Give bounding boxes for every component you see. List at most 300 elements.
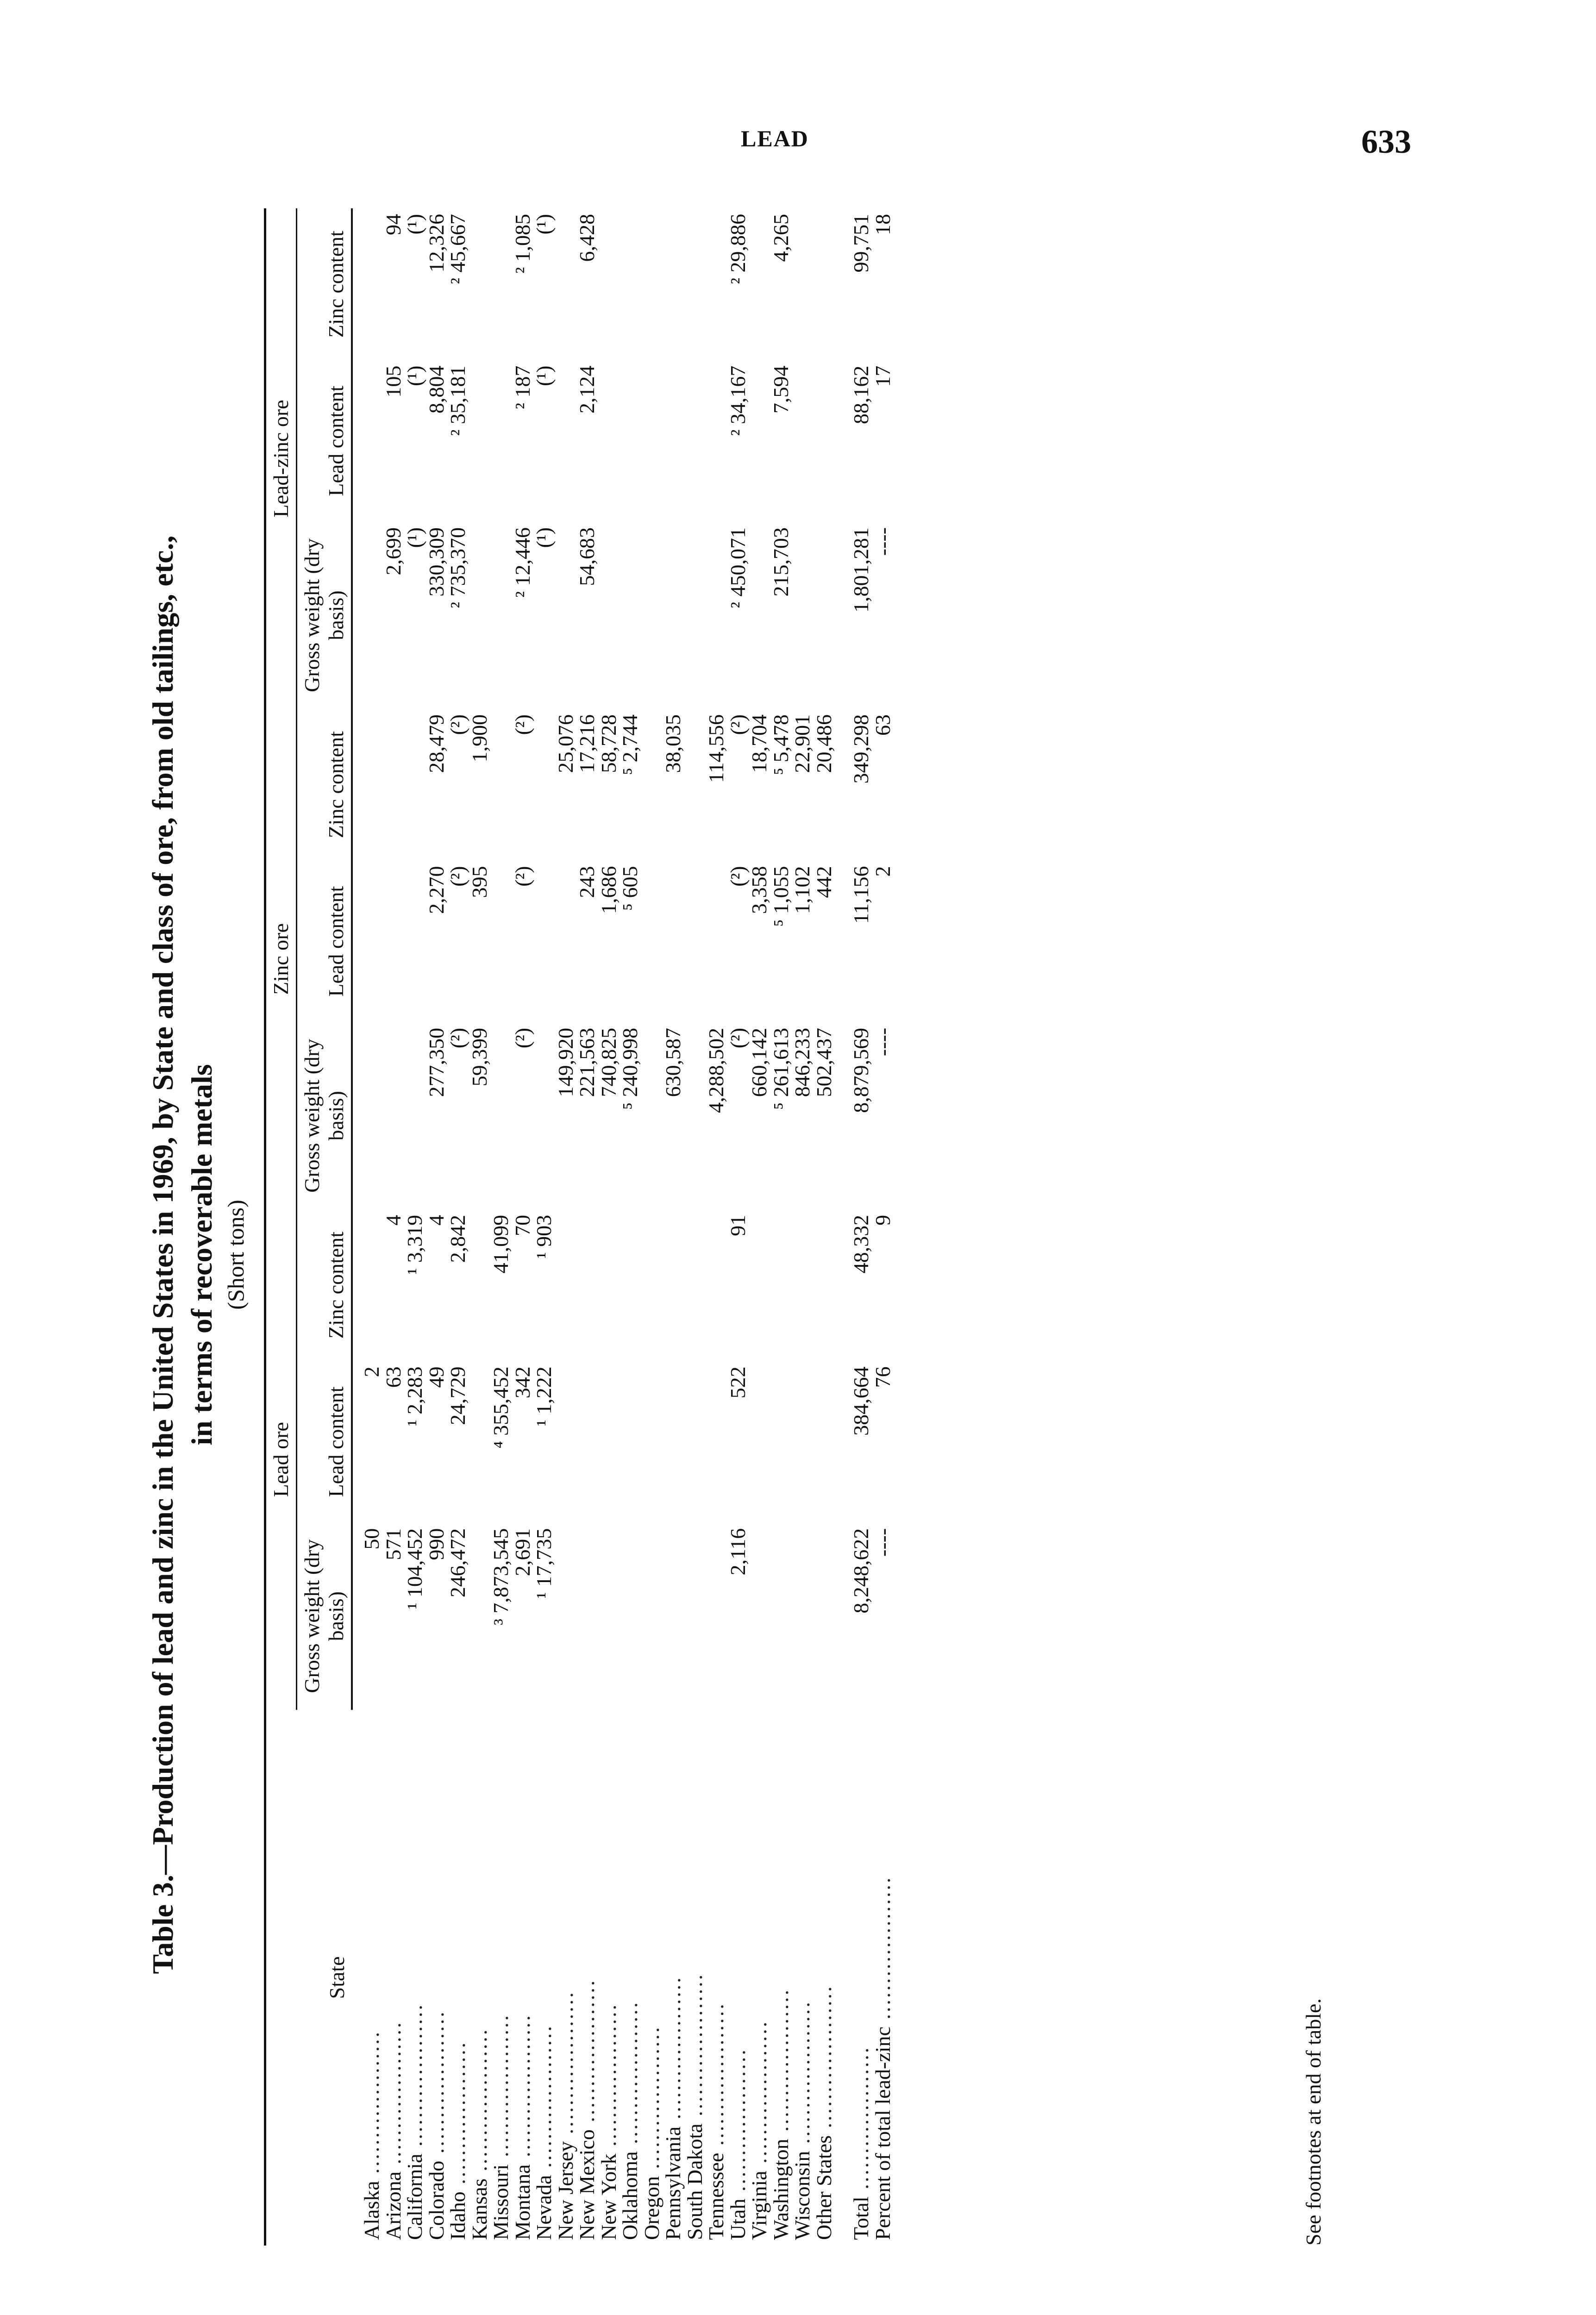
leader-dots: ....................	[682, 1972, 707, 2124]
value-cell: ----	[870, 1027, 895, 1057]
value-cell: ² 735,370	[446, 527, 469, 608]
state-label: Arizona	[381, 2171, 405, 2240]
value-cell	[555, 1361, 577, 1522]
value-cell	[684, 1022, 706, 1209]
value-cell	[490, 522, 512, 709]
value-cell: 6,428	[575, 214, 599, 262]
value-cell: 342	[510, 1366, 534, 1399]
value-cell: 17,216	[575, 714, 599, 773]
value-cell: ⁵ 1,055	[769, 866, 793, 927]
value-cell: 22,901	[790, 714, 814, 773]
state-name	[598, 1710, 620, 2246]
value-cell: 630,587	[661, 1027, 685, 1097]
value-cell: 58,728	[596, 714, 620, 773]
state-label: Colorado	[424, 2160, 448, 2240]
value-cell: 395	[467, 866, 491, 898]
value-cell	[684, 360, 706, 522]
value-cell	[469, 1361, 491, 1522]
value-cell: 63	[381, 1366, 405, 1388]
value-cell	[641, 360, 663, 522]
production-table	[264, 208, 894, 2246]
value-cell: 28,479	[424, 714, 448, 773]
value-cell: ¹ 104,452	[403, 1528, 426, 1609]
value-cell	[404, 860, 426, 1022]
state-label: South Dakota	[682, 2123, 707, 2240]
value-cell: 277,350	[424, 1027, 448, 1097]
value-cell: (²)	[446, 1027, 469, 1049]
value-cell	[770, 1361, 792, 1522]
table-row	[426, 208, 448, 2246]
value-cell: (²)	[446, 866, 469, 887]
value-cell	[684, 522, 706, 709]
value-cell	[749, 1361, 770, 1522]
value-cell: 1,686	[596, 866, 620, 914]
leader-dots: ....................	[769, 1988, 793, 2139]
value-cell: ¹ 2,283	[403, 1366, 426, 1427]
value-cell	[555, 860, 577, 1022]
value-cell	[706, 208, 727, 360]
value-cell: 3,358	[747, 866, 771, 914]
table-row	[576, 208, 598, 2246]
value-cell	[792, 360, 814, 522]
value-cell: 990	[424, 1528, 448, 1560]
value-cell: ----	[870, 527, 895, 556]
state-name	[684, 1710, 706, 2246]
leader-dots: ....................	[639, 2025, 663, 2177]
rotated-table-block	[125, 214, 1375, 2273]
value-cell: 11,156	[849, 866, 873, 924]
value-cell	[490, 208, 512, 360]
value-cell	[361, 1209, 383, 1361]
value-cell	[598, 208, 620, 360]
state-name	[383, 1710, 405, 2246]
value-cell: 88,162	[849, 365, 873, 425]
value-cell	[814, 208, 835, 360]
state-label: Wisconsin	[790, 2151, 814, 2240]
value-cell	[361, 1022, 383, 1209]
table-row	[447, 208, 469, 2246]
table-row	[361, 208, 383, 2246]
state-label: Nevada	[532, 2175, 556, 2240]
value-cell	[663, 1209, 684, 1361]
value-cell	[555, 208, 577, 360]
state-name	[749, 1710, 770, 2246]
leader-dots: ....................	[575, 1978, 599, 2130]
value-cell	[684, 1523, 706, 1710]
value-cell: (²)	[510, 714, 534, 735]
value-cell: 4,265	[769, 214, 793, 262]
value-cell: 4,288,502	[704, 1027, 728, 1113]
value-cell	[706, 860, 727, 1022]
value-cell: (¹)	[532, 527, 556, 548]
value-cell	[749, 208, 770, 360]
value-cell: 59,399	[467, 1027, 491, 1087]
value-cell: 41,099	[489, 1214, 513, 1274]
table-row	[490, 208, 512, 2246]
leader-dots: ....................	[446, 2040, 469, 2192]
title-line-2: in terms of recoverable metals	[185, 1064, 218, 1445]
value-cell: 522	[726, 1366, 750, 1399]
value-cell: 9	[870, 1214, 895, 1226]
value-cell	[641, 1022, 663, 1209]
value-cell	[684, 709, 706, 861]
value-cell	[620, 1523, 641, 1710]
value-cell: ⁵ 5,478	[769, 714, 793, 775]
table-row	[533, 208, 555, 2246]
total-row	[872, 208, 894, 2246]
value-cell: ⁵ 605	[618, 866, 642, 911]
spacer-row	[352, 208, 361, 2246]
value-cell	[620, 208, 641, 360]
state-name	[835, 1710, 872, 2246]
state-name	[447, 1710, 469, 2246]
running-header: LEAD	[741, 125, 809, 151]
leader-dots: ....................	[381, 2021, 405, 2171]
value-cell	[684, 1209, 706, 1361]
value-cell: 2,116	[726, 1528, 750, 1576]
value-cell	[814, 1361, 835, 1522]
table-row	[620, 208, 641, 2246]
value-cell: ¹ 17,735	[532, 1528, 556, 1599]
value-cell: ----	[870, 1528, 895, 1557]
state-label: Montana	[510, 2164, 534, 2240]
value-cell: ³ 7,873,545	[489, 1528, 513, 1626]
table-row	[512, 208, 534, 2246]
column-header: Gross weight (dry basis)	[297, 522, 352, 709]
state-name	[469, 1710, 491, 2246]
value-cell	[490, 360, 512, 522]
value-cell	[706, 522, 727, 709]
value-cell	[533, 860, 555, 1022]
value-cell: 18,704	[747, 714, 771, 773]
table-row	[663, 208, 684, 2246]
value-cell: ¹ 3,319	[403, 1214, 426, 1275]
value-cell	[598, 360, 620, 522]
leader-dots: ....................	[661, 1976, 685, 2127]
state-label: Utah	[726, 2198, 750, 2240]
value-cell	[576, 1209, 598, 1361]
state-label: Pennsylvania	[661, 2126, 685, 2240]
value-cell: ⁵ 2,744	[618, 714, 642, 775]
table-row	[684, 208, 706, 2246]
state-label: Oklahoma	[618, 2151, 642, 2240]
leader-dots: ....................	[403, 2003, 426, 2154]
value-cell	[792, 522, 814, 709]
value-cell	[792, 208, 814, 360]
leader-dots: ....................	[726, 2048, 750, 2199]
value-cell: 149,920	[553, 1027, 577, 1097]
leader-dots: ....................	[467, 2027, 491, 2179]
value-cell	[361, 860, 383, 1022]
leader-dots: ....................	[532, 2024, 556, 2175]
value-cell: (¹)	[403, 365, 426, 387]
value-cell	[361, 709, 383, 861]
value-cell: 740,825	[596, 1027, 620, 1097]
state-label: New York	[596, 2153, 620, 2240]
value-cell: ⁴ 355,452	[489, 1366, 513, 1449]
value-cell	[663, 1523, 684, 1710]
state-name	[727, 1710, 749, 2246]
value-cell: 1,900	[467, 714, 491, 763]
table-row	[383, 208, 405, 2246]
value-cell: ² 12,446	[510, 527, 534, 598]
value-cell: 17	[870, 365, 895, 387]
value-cell: 54,683	[575, 527, 599, 586]
value-cell	[490, 860, 512, 1022]
value-cell: 91	[726, 1214, 750, 1236]
state-label: Missouri	[489, 2164, 513, 2240]
value-cell	[706, 1361, 727, 1522]
value-cell	[684, 1361, 706, 1522]
value-cell	[469, 522, 491, 709]
leader-dots: ....................	[790, 2000, 814, 2151]
value-cell	[555, 1209, 577, 1361]
state-name	[404, 1710, 426, 2246]
value-cell: (¹)	[403, 527, 426, 548]
state-column-header: State	[265, 1710, 352, 2246]
value-cell: 94	[381, 214, 405, 235]
value-cell	[469, 1209, 491, 1361]
value-cell	[770, 1209, 792, 1361]
value-cell	[598, 1523, 620, 1710]
value-cell	[684, 860, 706, 1022]
table-row	[814, 208, 835, 2246]
value-cell	[663, 522, 684, 709]
value-cell	[620, 360, 641, 522]
value-cell	[706, 1523, 727, 1710]
leader-dots: ....................	[510, 2013, 534, 2165]
value-cell: 2,691	[510, 1528, 534, 1577]
value-cell	[641, 1361, 663, 1522]
value-cell	[620, 1209, 641, 1361]
column-header: Lead content	[297, 1361, 352, 1522]
value-cell: ² 450,071	[726, 527, 750, 608]
state-name	[555, 1710, 577, 2246]
value-cell: (²)	[726, 866, 750, 887]
value-cell	[641, 208, 663, 360]
value-cell: 38,035	[661, 714, 685, 773]
table-row	[598, 208, 620, 2246]
value-cell: ¹ 903	[532, 1214, 556, 1259]
value-cell	[383, 709, 405, 861]
value-cell	[663, 1361, 684, 1522]
value-cell	[383, 1022, 405, 1209]
table-row	[727, 208, 749, 2246]
leader-dots: ....................	[424, 2010, 448, 2161]
table-row	[706, 208, 727, 2246]
table-row	[469, 208, 491, 2246]
value-cell: 7,594	[769, 365, 793, 414]
state-name	[663, 1710, 684, 2246]
state-label: Total	[849, 2196, 873, 2240]
value-cell: ² 34,167	[726, 365, 750, 436]
state-label: Tennessee	[704, 2152, 728, 2240]
value-cell: 660,142	[747, 1027, 771, 1097]
group-lead-ore: Lead ore	[265, 1209, 297, 1710]
state-label: Kansas	[467, 2178, 491, 2240]
state-name	[361, 1710, 383, 2246]
value-cell	[598, 522, 620, 709]
leader-dots: ....................	[553, 1990, 577, 2141]
value-cell	[641, 860, 663, 1022]
value-cell: 2,699	[381, 527, 405, 576]
value-cell	[469, 1523, 491, 1710]
value-cell	[533, 1022, 555, 1209]
value-cell	[490, 1022, 512, 1209]
table-row	[792, 208, 814, 2246]
footnote: See footnotes at end of table.	[1302, 1998, 1325, 2246]
value-cell: 243	[575, 866, 599, 898]
value-cell: 4	[424, 1214, 448, 1226]
value-cell: 8,248,622	[849, 1528, 873, 1614]
value-cell	[361, 208, 383, 360]
value-cell: 349,298	[849, 714, 873, 784]
value-cell	[814, 1209, 835, 1361]
state-name	[706, 1710, 727, 2246]
value-cell	[361, 360, 383, 522]
state-name	[426, 1710, 448, 2246]
value-cell	[792, 1361, 814, 1522]
value-cell: (¹)	[532, 214, 556, 235]
value-cell: 2,124	[575, 365, 599, 414]
value-cell: 49	[424, 1366, 448, 1388]
value-cell: 76	[870, 1366, 895, 1388]
value-cell	[555, 1523, 577, 1710]
value-cell: 8,804	[424, 365, 448, 414]
column-header: Gross weight (dry basis)	[297, 1022, 352, 1209]
value-cell	[684, 208, 706, 360]
value-cell: 2,270	[424, 866, 448, 914]
state-name	[533, 1710, 555, 2246]
value-cell	[814, 360, 835, 522]
value-cell: 50	[360, 1528, 383, 1550]
value-cell: 24,729	[446, 1366, 469, 1425]
state-label: Alaska	[360, 2181, 383, 2240]
table-row	[404, 208, 426, 2246]
value-cell: (²)	[446, 714, 469, 735]
table-title	[144, 236, 221, 2273]
value-cell: ² 45,667	[446, 214, 469, 284]
value-cell: 2	[870, 866, 895, 877]
leader-dots: ....................	[618, 2000, 642, 2152]
value-cell: 215,703	[769, 527, 793, 597]
state-label: New Mexico	[575, 2129, 599, 2240]
value-cell	[361, 522, 383, 709]
value-cell	[598, 1361, 620, 1522]
table-row	[555, 208, 577, 2246]
value-cell: ¹ 1,222	[532, 1366, 556, 1427]
value-cell	[555, 360, 577, 522]
value-cell: 18	[870, 214, 895, 235]
group-zinc-ore: Zinc ore	[265, 709, 297, 1209]
value-cell	[663, 360, 684, 522]
value-cell: 246,472	[446, 1528, 469, 1598]
value-cell	[620, 1361, 641, 1522]
column-header: Zinc content	[297, 1209, 352, 1361]
state-name	[576, 1710, 598, 2246]
state-label: Virginia	[747, 2171, 771, 2240]
state-label: Washington	[769, 2139, 793, 2240]
value-cell: 221,563	[575, 1027, 599, 1097]
leader-dots: ....................	[704, 2002, 728, 2153]
state-name	[770, 1710, 792, 2246]
value-cell: 8,879,569	[849, 1027, 873, 1113]
value-cell	[749, 360, 770, 522]
value-cell: 4	[381, 1214, 405, 1226]
table-subtitle: (Short tons)	[223, 1200, 249, 1310]
value-cell: 70	[510, 1214, 534, 1236]
value-cell: 25,076	[553, 714, 577, 773]
value-cell: ⁵ 261,613	[769, 1027, 793, 1110]
value-cell	[641, 709, 663, 861]
value-cell: 2,842	[446, 1214, 469, 1263]
value-cell	[641, 1523, 663, 1710]
value-cell: 571	[381, 1528, 405, 1560]
value-cell: 384,664	[849, 1366, 873, 1436]
value-cell	[555, 522, 577, 709]
column-header: Zinc content	[297, 208, 352, 360]
value-cell: 63	[870, 714, 895, 736]
value-cell	[663, 208, 684, 360]
leader-dots: ....................	[747, 2020, 771, 2171]
value-cell	[490, 709, 512, 861]
table-row	[749, 208, 770, 2246]
value-cell: ² 187	[510, 365, 534, 409]
value-cell: 114,556	[704, 714, 728, 783]
value-cell	[404, 1022, 426, 1209]
state-label: Percent of total lead-zinc	[870, 2026, 895, 2240]
column-header: Gross weight (dry basis)	[297, 1523, 352, 1710]
state-label: Idaho	[446, 2191, 469, 2240]
column-header: Lead content	[297, 360, 352, 522]
table-row	[641, 208, 663, 2246]
value-cell	[620, 522, 641, 709]
value-cell: 330,309	[424, 527, 448, 597]
value-cell	[576, 1361, 598, 1522]
value-cell	[706, 360, 727, 522]
value-cell	[792, 1523, 814, 1710]
value-cell: (²)	[726, 1027, 750, 1049]
value-cell	[749, 522, 770, 709]
value-cell: (¹)	[403, 214, 426, 235]
value-cell	[404, 709, 426, 861]
leader-dots: ....................	[596, 2002, 620, 2154]
value-cell	[814, 522, 835, 709]
state-name	[641, 1710, 663, 2246]
value-cell: 846,233	[790, 1027, 814, 1097]
value-cell	[770, 1523, 792, 1710]
value-cell	[663, 860, 684, 1022]
state-label: Oregon	[639, 2176, 663, 2240]
value-cell: 20,486	[812, 714, 836, 773]
value-cell	[641, 522, 663, 709]
leader-dots: ....................	[849, 2046, 873, 2197]
value-cell: 1,801,281	[849, 527, 873, 613]
value-cell: 105	[381, 365, 405, 398]
value-cell: (²)	[510, 866, 534, 887]
value-cell: ⁵ 240,998	[618, 1027, 642, 1110]
table-body	[352, 208, 894, 2246]
leader-dots: ....................	[360, 2030, 383, 2181]
state-label: California	[403, 2153, 426, 2240]
state-name	[512, 1710, 534, 2246]
value-cell: 442	[812, 866, 836, 898]
total-row	[835, 208, 872, 2246]
value-cell: 99,751	[849, 214, 873, 273]
value-cell	[598, 1209, 620, 1361]
state-name	[620, 1710, 641, 2246]
state-label: New Jersey	[553, 2141, 577, 2240]
